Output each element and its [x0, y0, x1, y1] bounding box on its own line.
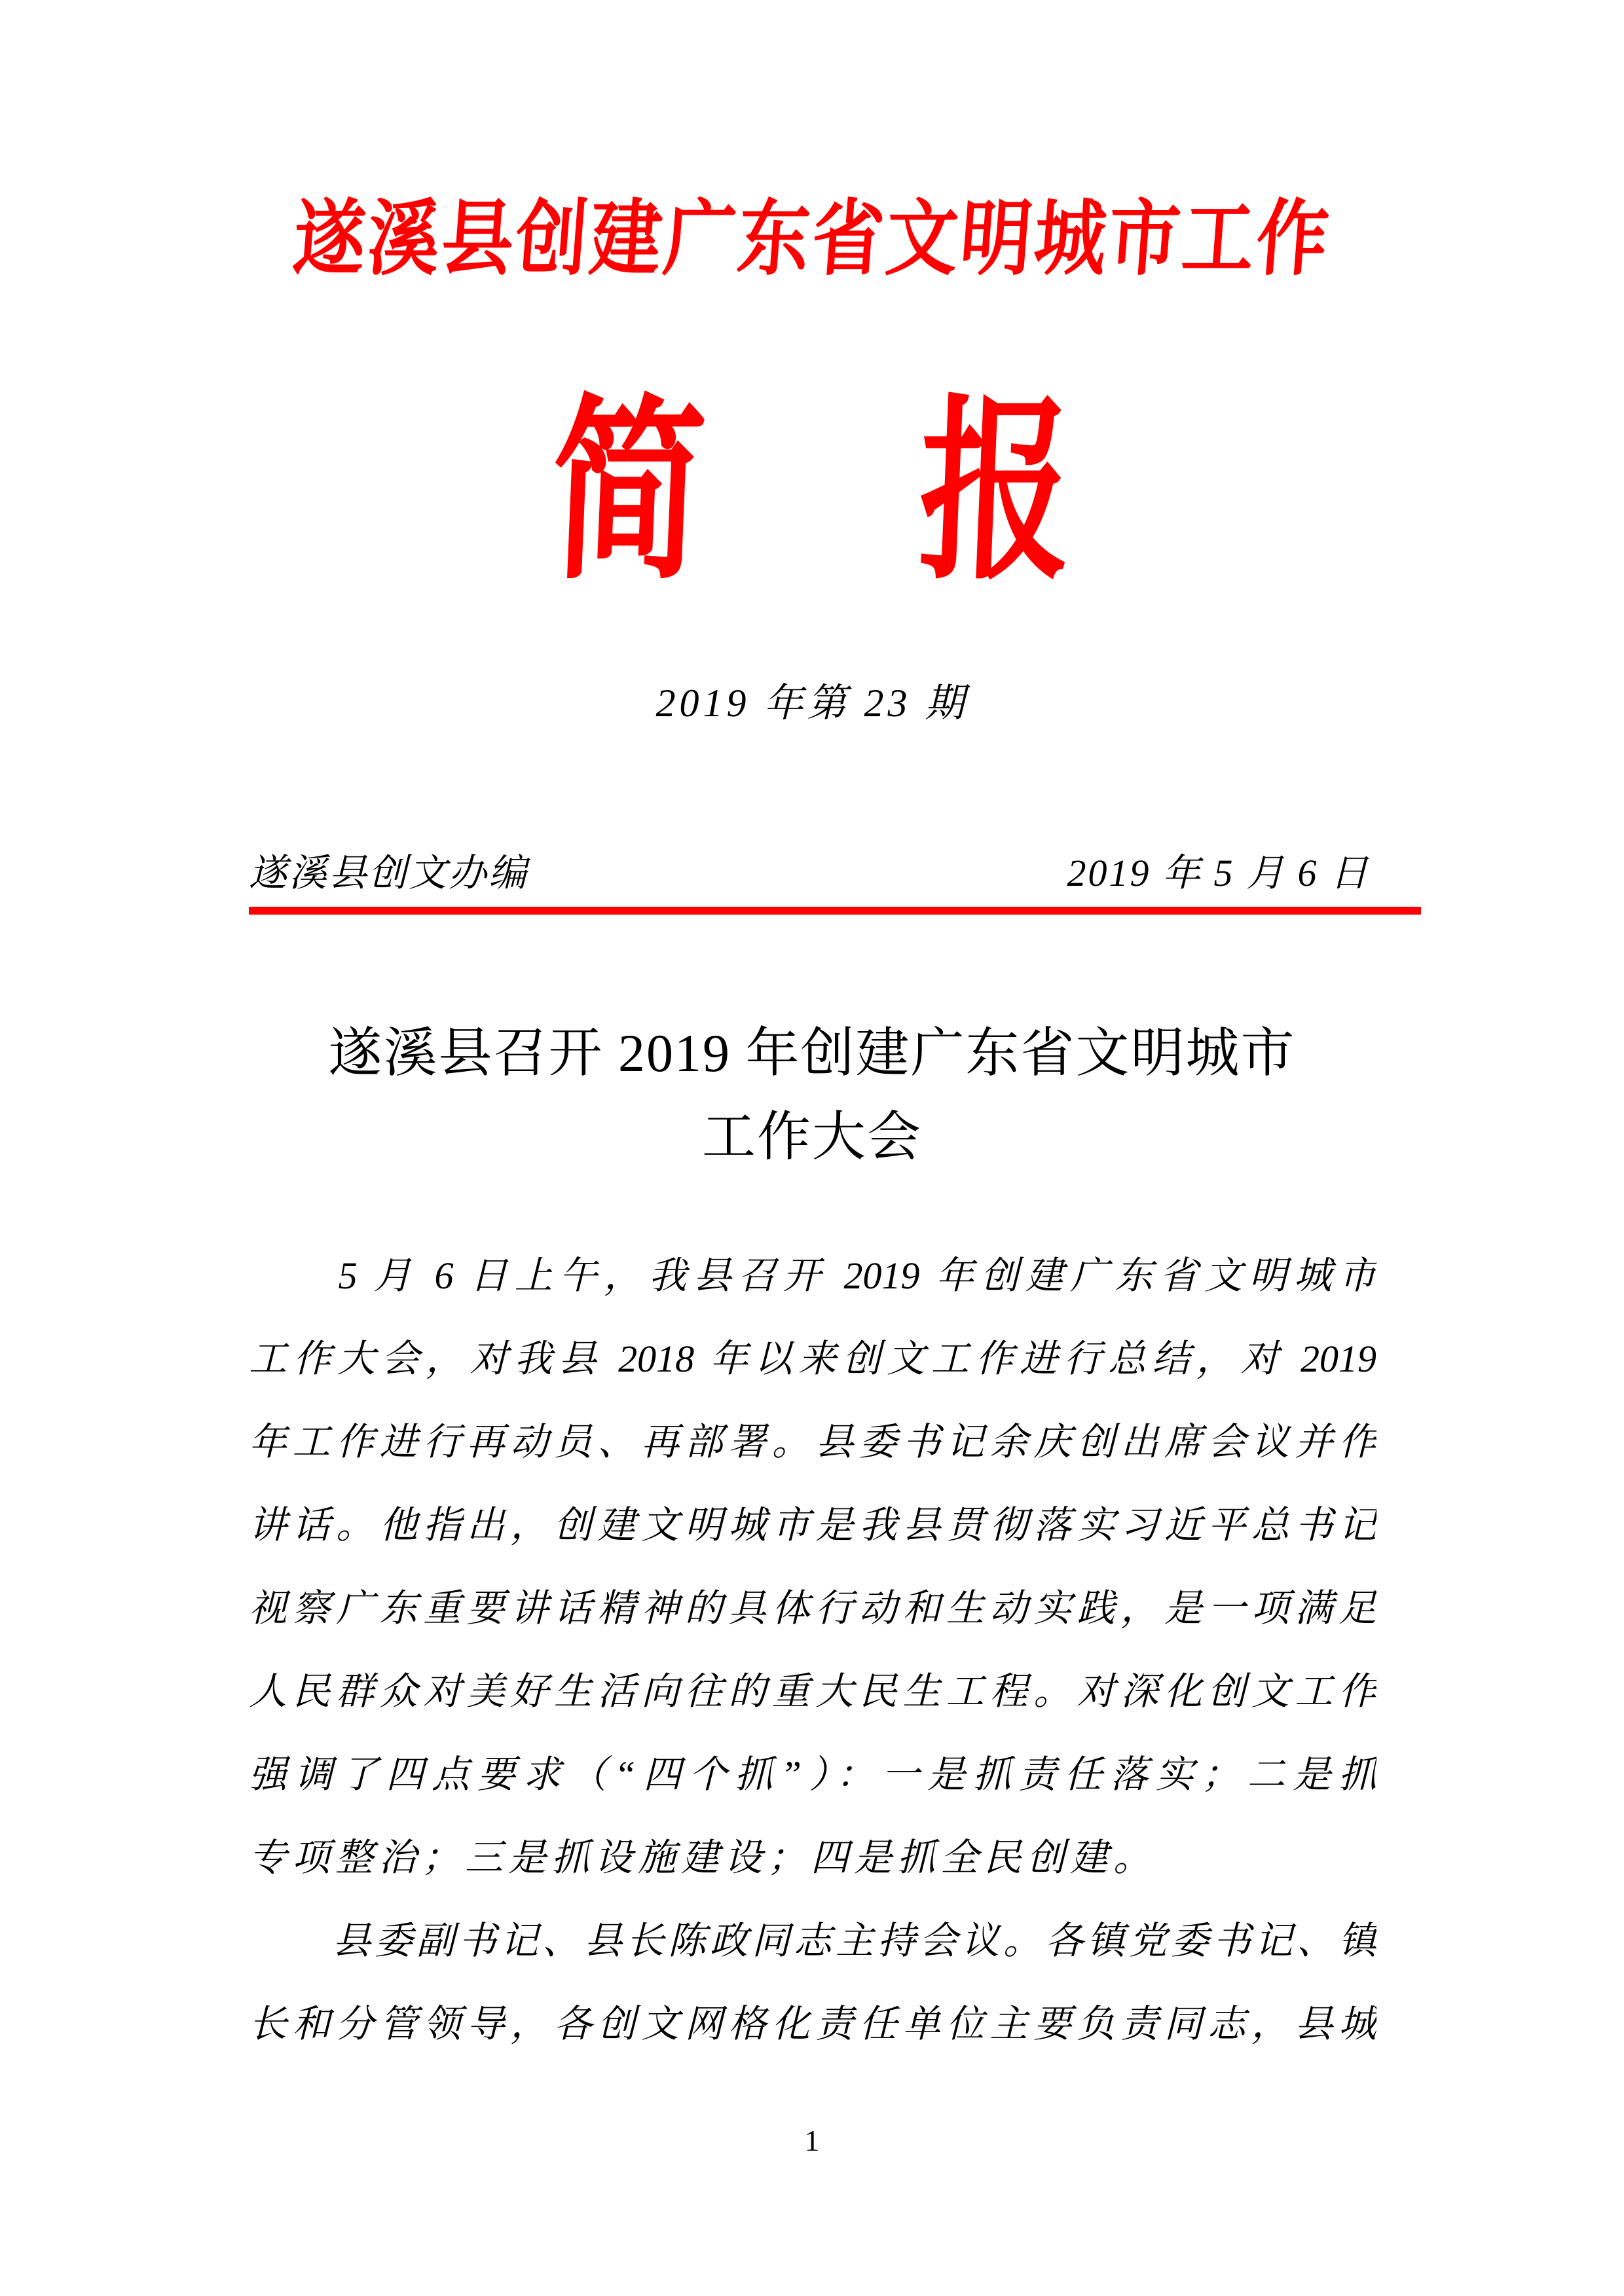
body-line: 讲话。他指出，创建文明城市是我县贯彻落实习近平总书记	[249, 1504, 1376, 1546]
masthead-org-title: 遂溪县创建广东省文明城市工作	[290, 194, 1335, 285]
article-heading	[0, 1011, 1624, 1179]
red-divider-rule	[249, 907, 1421, 915]
issue-date: 2019 年 5 月 6 日	[1067, 852, 1370, 894]
body-line: 人民群众对美好生活向往的重大民生工程。对深化创文工作	[249, 1670, 1376, 1713]
article-body	[249, 1234, 1376, 2066]
body-line: 县委副书记、县长陈政同志主持会议。各镇党委书记、镇	[249, 1920, 1376, 1962]
body-line: 5 月 6 日上午，我县召开 2019 年创建广东省文明城市	[249, 1254, 1376, 1297]
article-heading-line1: 遂溪县召开 2019 年创建广东省文明城市	[328, 1023, 1296, 1083]
body-line: 年工作进行再动员、再部署。县委书记余庆创出席会议并作	[249, 1421, 1376, 1463]
masthead-bulletin-name: 简 报	[547, 385, 1108, 602]
article-heading-line2: 工作大会	[701, 1107, 922, 1167]
body-line: 强调了四点要求（“四个抓”）：一是抓责任落实；二是抓	[249, 1753, 1376, 1796]
editor-label: 遂溪县创文办编	[249, 852, 529, 894]
body-line: 视察广东重要讲话精神的具体行动和生动实践，是一项满足	[249, 1587, 1376, 1630]
body-line: 长和分管领导，各创文网格化责任单位主要负责同志，县城	[249, 2003, 1376, 2045]
body-line: 专项整治；三是抓设施建设；四是抓全民创建。	[249, 1836, 1157, 1879]
editor-date-row	[249, 852, 1421, 896]
page-number: 1	[804, 2124, 820, 2157]
body-line: 工作大会，对我县 2018 年以来创文工作进行总结，对 2019	[249, 1338, 1376, 1380]
issue-number-line: 2019 年第 23 期	[655, 682, 969, 725]
